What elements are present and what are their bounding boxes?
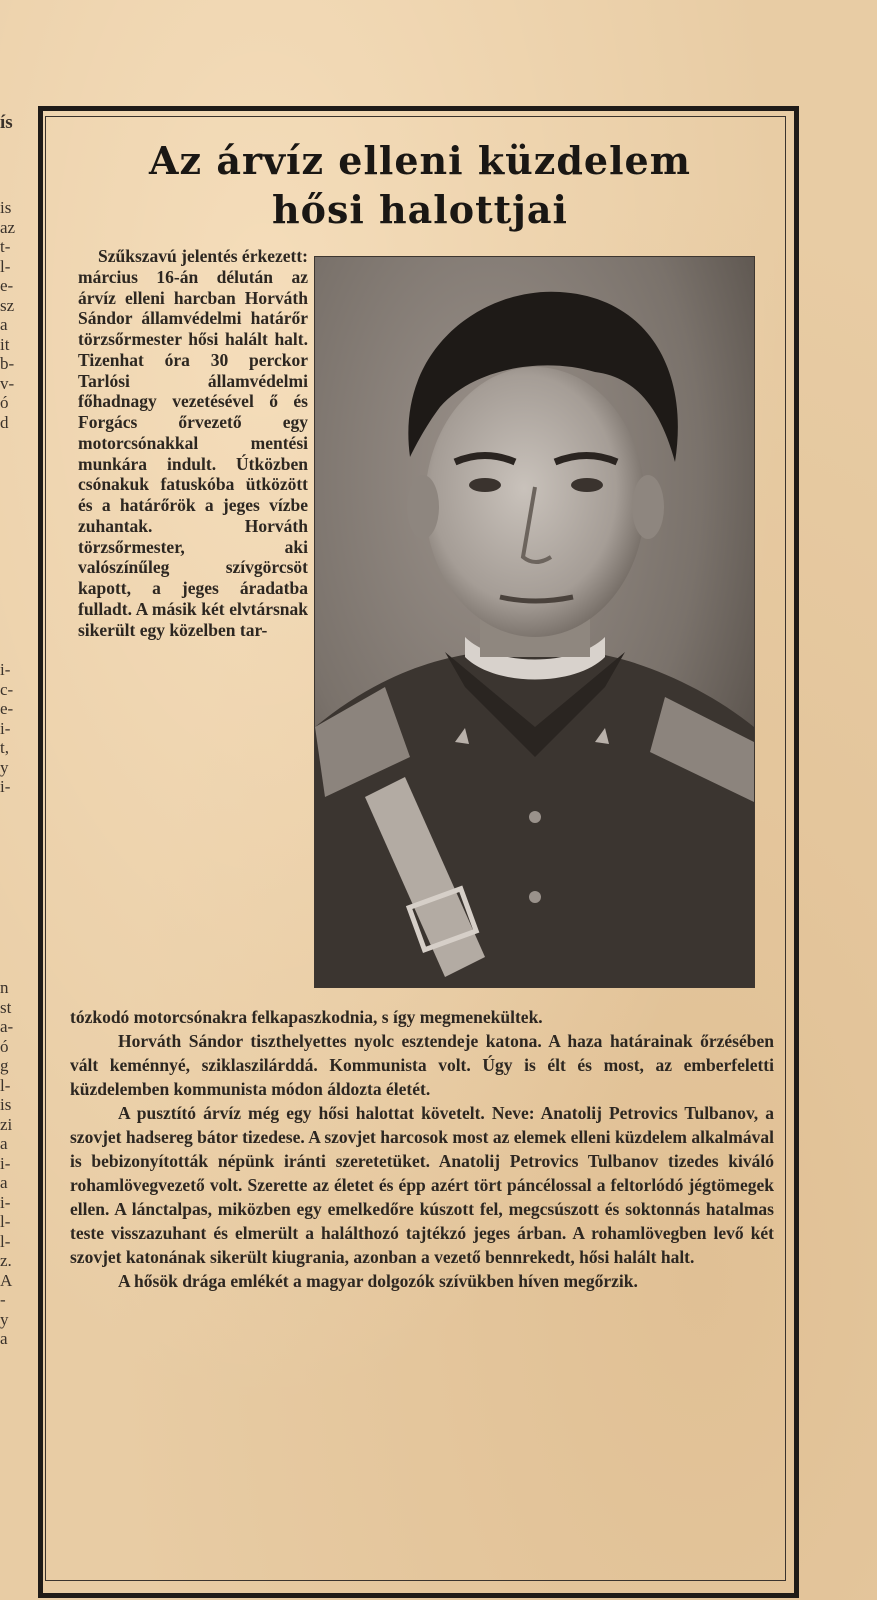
soldier-portrait-photo xyxy=(314,256,755,988)
adjacent-column-fragment: is az t- l- e- sz a it b- v- ó d xyxy=(0,198,16,432)
article-headline xyxy=(60,136,780,234)
paragraph-4: A hősök drága emlékét a magyar dolgozók szívükben híven megőrzik. xyxy=(118,1271,638,1291)
portrait-image xyxy=(315,257,754,987)
paragraph-2: Horváth Sándor tiszthelyettes nyolc esztendeje katona. A haza határainak őrzésében vált keménnyé, sziklaszilárddá. Kommunista volt. Úgy is élt és most, az emberfeletti küzdelemben kommunista módon áldozta életét. xyxy=(70,1031,774,1099)
adjacent-column-fragment: n st a- ó g l- is zi a i- a i- l- l- z. A - y a xyxy=(0,978,14,1348)
paragraph-3: A pusztító árvíz még egy hősi halottat követelt. Neve: Anatolij Petrovics Tulbanov, a szovjet hadsereg bátor tizedese. A szovjet harcosok most az elemek elleni küzdelem alkalmával is bebizonyították népünk iránti szeretetüket. Anatolij Petrovics Tulbanov tizedes kiváló rohamlövegvezető volt. Szerette az életet és épp azért tört páncélossal a feltorlódó jégtömegek ellen. A lánctalpas, miközben egy emelkedőre kúszott fel, megcsúszott és soktonnás hatalmas teste visszazuhant és elmerült a halálthozó tajtékzó jeges árban. A rohamlövegben levő két szovjet katonának sikerült kiugrania, azonban a vezető bennrekedt, hősi halált halt. xyxy=(70,1103,774,1267)
paragraph-1: Szűkszavú jelentés érkezett: március 16-án délután az árvíz elleni harcban Horváth Sándor államvédelmi határőr törzsőrmester hősi halált halt. Tizenhat óra 30 perckor Tarlósi államvédelmi főhadnagy vezetésével ő és Forgács őrvezető egy motorcsónakkal mentési munkára indult. Útközben csónakuk fatuskóba ütközött és a határőrök a jeges vízbe zuhantak. Horváth törzsőrmester, aki valószínűleg szívgörcsöt kapott, a jeges áradatba fulladt. A másik két elvtársnak sikerült egy közelben tar- xyxy=(78,246,308,640)
headline-line: hősi halottjai xyxy=(272,187,568,232)
adjacent-column-fragment: i- c- e- i- t, y i- xyxy=(0,660,14,796)
article-wide-column xyxy=(70,1005,774,1293)
adjacent-column-fragment-top: ís xyxy=(0,113,13,133)
paragraph-1-continuation: tózkodó motorcsónakra felkapaszkodnia, s így megmenekültek. xyxy=(70,1007,543,1027)
headline-line: Az árvíz elleni küzdelem xyxy=(149,138,691,183)
article-narrow-column xyxy=(78,246,308,640)
